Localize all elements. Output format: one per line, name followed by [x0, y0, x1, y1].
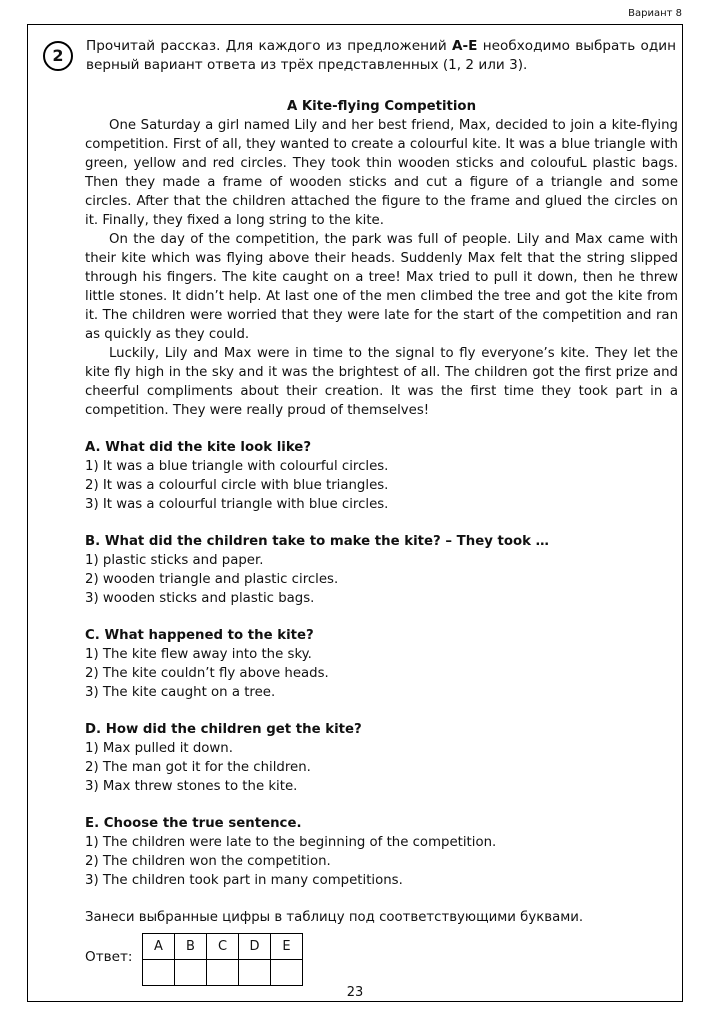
answer-letter-e: E [271, 934, 303, 960]
answer-option: 1) The children were late to the beginning of the competition. [85, 835, 497, 850]
answer-option: 3) The children took part in many competitions. [85, 873, 403, 888]
answer-cell-a[interactable] [143, 960, 175, 986]
answer-letter-d: D [239, 934, 271, 960]
question-title: C. What happened to the kite? [85, 628, 314, 643]
answer-option: 1) It was a blue triangle with colourful circles. [85, 459, 389, 474]
story-paragraph: On the day of the competition, the park was full of people. Lily and Max came with their kite which was flying above their heads. Suddenly Max felt that the string slipped through his fingers. The kite caught on a tree! Max tried to pull it down, then he threw little stones. It didn’t help. At last one of the men climbed the tree and got the kite from it. The children were worried that they were late for the start of the competition and ran as quickly as they could. [85, 232, 678, 342]
instruction-letters: A-E [452, 38, 478, 54]
answer-option: 2) The man got it for the children. [85, 760, 311, 775]
story-title: A Kite-flying Competition [286, 99, 477, 114]
answer-table [142, 933, 303, 986]
answer-option: 1) Max pulled it down. [85, 741, 233, 756]
question-title: A. What did the kite look like? [85, 440, 312, 455]
answer-option: 3) It was a colourful triangle with blue circles. [85, 497, 389, 512]
answer-cell-e[interactable] [271, 960, 303, 986]
story-paragraph: One Saturday a girl named Lily and her best friend, Max, decided to join a kite-flying competition. First of all, they wanted to create a colourful kite. It was a blue triangle with green, yellow and red circles. They took thin wooden sticks and coloufuL plastic bags. Then they made a frame of wooden sticks and cut a figure of a triangle and some circles. After that the children attached the figure to the frame and glued the circles on it. Finally, they fixed a long string to the kite. [85, 118, 678, 228]
answer-option: 2) It was a colourful circle with blue triangles. [85, 478, 389, 493]
question-title: D. How did the children get the kite? [85, 722, 362, 737]
answer-cells-row [143, 960, 303, 986]
question-title: E. Choose the true sentence. [85, 816, 302, 831]
answer-cell-d[interactable] [239, 960, 271, 986]
answer-option: 2) wooden triangle and plastic circles. [85, 572, 339, 587]
answer-letter-b: B [175, 934, 207, 960]
question-title: B. What did the children take to make the kite? – They took … [85, 534, 549, 549]
answer-cell-c[interactable] [207, 960, 239, 986]
variant-label: Вариант 8 [628, 8, 682, 19]
answer-label: Ответ: [85, 949, 133, 965]
answer-option: 3) wooden sticks and plastic bags. [85, 591, 315, 606]
answer-option: 2) The children won the competition. [85, 854, 331, 869]
answer-option: 3) The kite caught on a tree. [85, 685, 276, 700]
answer-cell-b[interactable] [175, 960, 207, 986]
question-b [85, 532, 678, 608]
answer-letter-c: C [207, 934, 239, 960]
answer-option: 2) The kite couldn’t fly above heads. [85, 666, 329, 681]
instruction-text-start: Прочитай рассказ. Для каждого из предложений [86, 38, 452, 54]
page-number: 23 [346, 985, 364, 1000]
task-content [85, 97, 678, 940]
answer-option: 3) Max threw stones to the kite. [85, 779, 298, 794]
answer-area [85, 933, 385, 993]
story-paragraph: Luckily, Lily and Max were in time to the signal to fly everyone’s kite. They let the kite fly high in the sky and it was the brightest of all. The children got the first prize and cheerful compliments about their creation. It was the first time they took part in a competition. They were really proud of themselves! [85, 346, 678, 418]
answer-letters-row [143, 934, 303, 960]
question-a [85, 438, 678, 514]
instruction-text-end: необходимо выбрать один верный вариант ответа из трёх представленных (1, 2 или 3). [86, 38, 676, 73]
answer-option: 1) plastic sticks and paper. [85, 553, 264, 568]
question-c [85, 626, 678, 702]
question-e [85, 814, 678, 890]
question-d [85, 720, 678, 796]
task-frame [27, 24, 683, 1002]
answer-instruction: Занеси выбранные цифры в таблицу под соответствующими буквами. [85, 910, 584, 925]
task-instruction [86, 37, 676, 75]
task-number-badge: 2 [43, 41, 73, 71]
answer-letter-a: A [143, 934, 175, 960]
answer-option: 1) The kite flew away into the sky. [85, 647, 312, 662]
